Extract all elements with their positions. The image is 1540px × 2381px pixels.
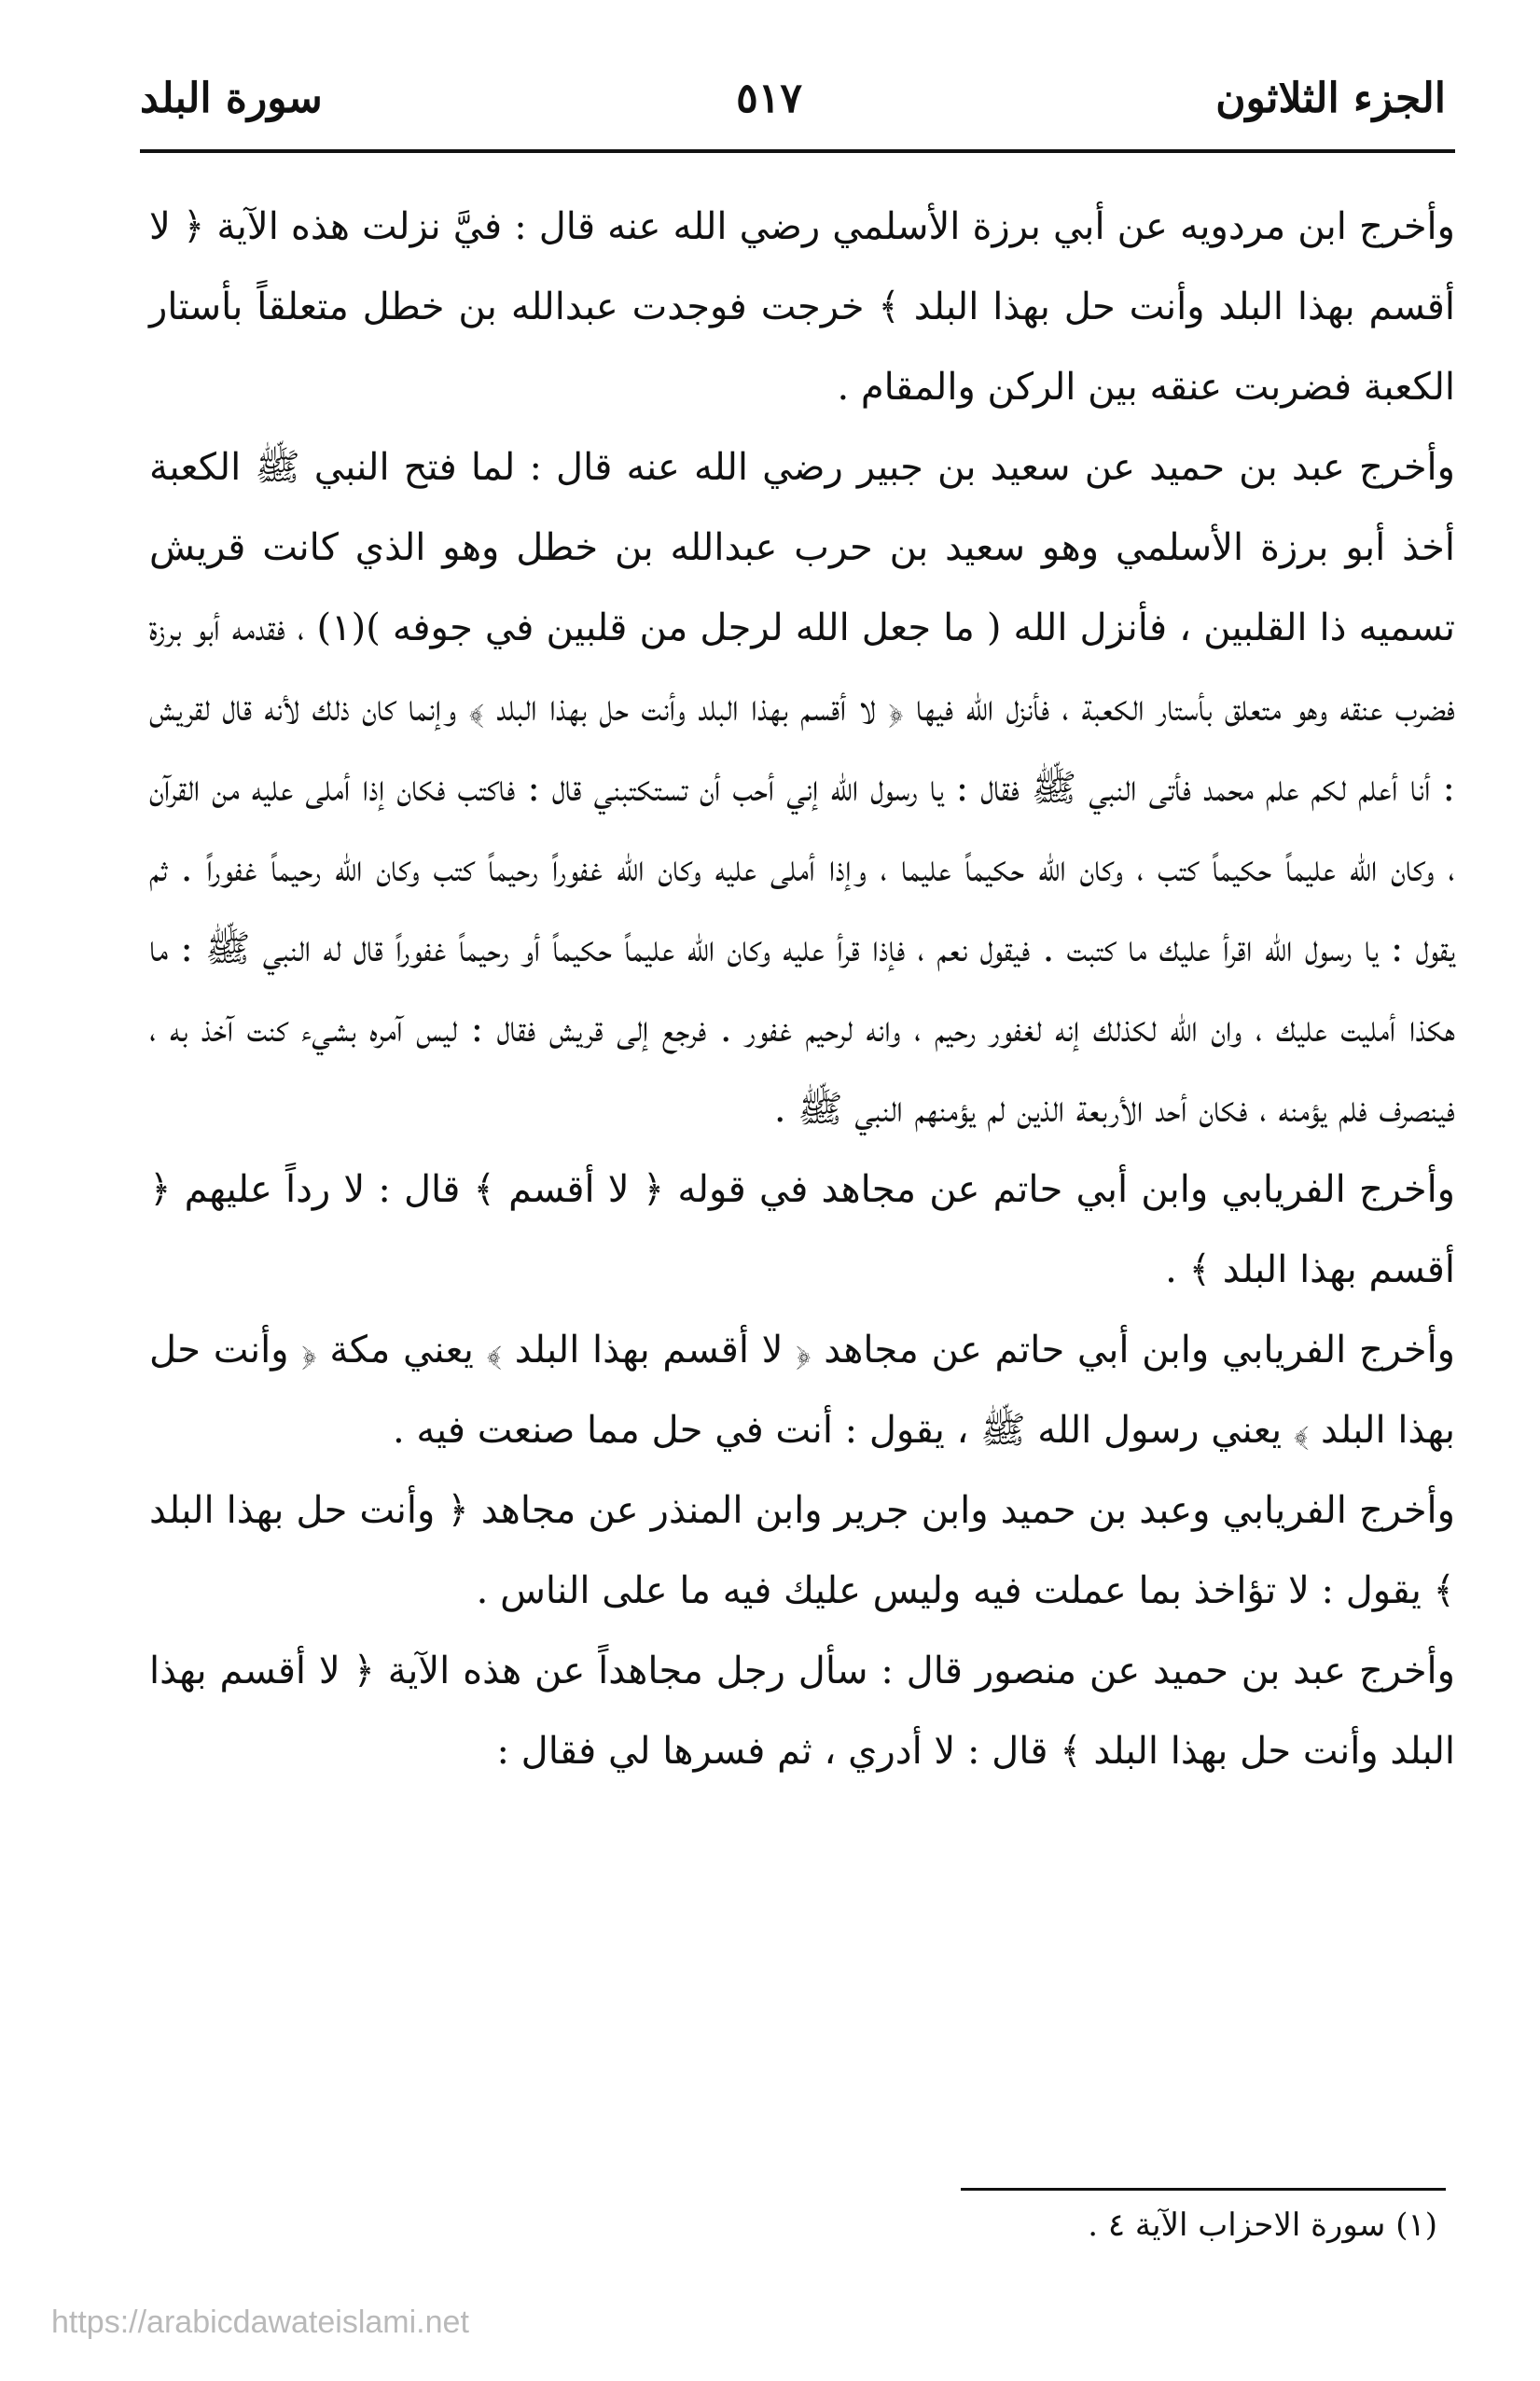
watermark-url: https://arabicdawateislami.net <box>51 2304 469 2340</box>
paragraph: وأخرج ابن مردويه عن أبي برزة الأسلمي رضي الله عنه قال : فيَّ نزلت هذه الآية ﴿ لا أقسم بهذا البلد وأنت حل بهذا البلد ﴾ خرجت فوجدت عبدالله بن خطل متعلقاً بأستار الكعبة فضربت عنقه بين الركن والمقام . <box>149 205 1455 409</box>
page-number: ٥١٧ <box>736 74 802 122</box>
paragraph: وأخرج الفريابي وابن أبي حاتم عن مجاهد في قوله ﴿ لا أقسم ﴾ قال : لا رداً عليهم ﴿ أقسم بهذا البلد ﴾ . <box>149 1168 1455 1291</box>
footnote-rule <box>961 2188 1446 2191</box>
surah-title: سورة البلد <box>140 74 323 122</box>
body-text <box>149 187 1455 1791</box>
paragraph: وأخرج عبد بن حميد عن منصور قال : سأل رجل مجاهداً عن هذه الآية ﴿ لا أقسم بهذا البلد وأنت حل بهذا البلد ﴾ قال : لا أدري ، ثم فسرها لي فقال : <box>149 1650 1455 1773</box>
running-header <box>140 56 1446 140</box>
paragraph: وأخرج عبد بن حميد عن سعيد بن جبير رضي الله عنه قال : لما فتح النبي ﷺ الكعبة أخذ أبو برزة الأسلمي وهو سعيد بن حرب عبدالله بن خطل وهو الذي كانت قريش تسميه ذا القلبين ، فأنزل الله ( ما جعل الله لرجل من قلبين في جوفه )(١) ، فقدمه أبو برزة فضرب عنقه وهو متعلق بأستار الكعبة ، فأنزل الله فيها ﴿ لا أقسم بهذا البلد وأنت حل بهذا البلد ﴾ وإنما كان ذلك لأنه قال لقريش : أنا أعلم لكم علم محمد فأتى النبي ﷺ فقال : يا رسول الله إني أحب أن تستكتبني قال : فاكتب فكان إذا أملى عليه من القرآن ، وكان الله عليماً حكيماً كتب ، وكان الله حكيماً عليما ، وإذا أملى عليه وكان الله غفوراً رحيماً كتب وكان الله رحيماً غفوراً . ثم يقول : يا رسول الله اقرأ عليك ما كتبت . فيقول نعم ، فإذا قرأ عليه وكان الله عليماً حكيماً أو رحيماً غفوراً قال له النبي ﷺ : ما هكذا أمليت عليك ، وان الله لكذلك إنه لغفور رحيم ، وانه لرحيم غفور . فرجع إلى قريش فقال : ليس آمره بشيء كنت آخذ به ، فينصرف فلم يؤمنه ، فكان أحد الأربعة الذين لم يؤمنهم النبي ﷺ . <box>149 446 1455 1131</box>
footnote: (١) سورة الاحزاب الآية ٤ . <box>1088 2207 1437 2244</box>
header-rule <box>140 149 1455 153</box>
paragraph: وأخرج الفريابي وعبد بن حميد وابن جرير وابن المنذر عن مجاهد ﴿ وأنت حل بهذا البلد ﴾ يقول : لا تؤاخذ بما عملت فيه وليس عليك فيه ما على الناس . <box>149 1489 1455 1612</box>
part-title: الجزء الثلاثون <box>1215 74 1446 122</box>
paragraph: وأخرج الفريابي وابن أبي حاتم عن مجاهد ﴿ لا أقسم بهذا البلد ﴾ يعني مكة ﴿ وأنت حل بهذا البلد ﴾ يعني رسول الله ﷺ ، يقول : أنت في حل مما صنعت فيه . <box>149 1329 1455 1452</box>
